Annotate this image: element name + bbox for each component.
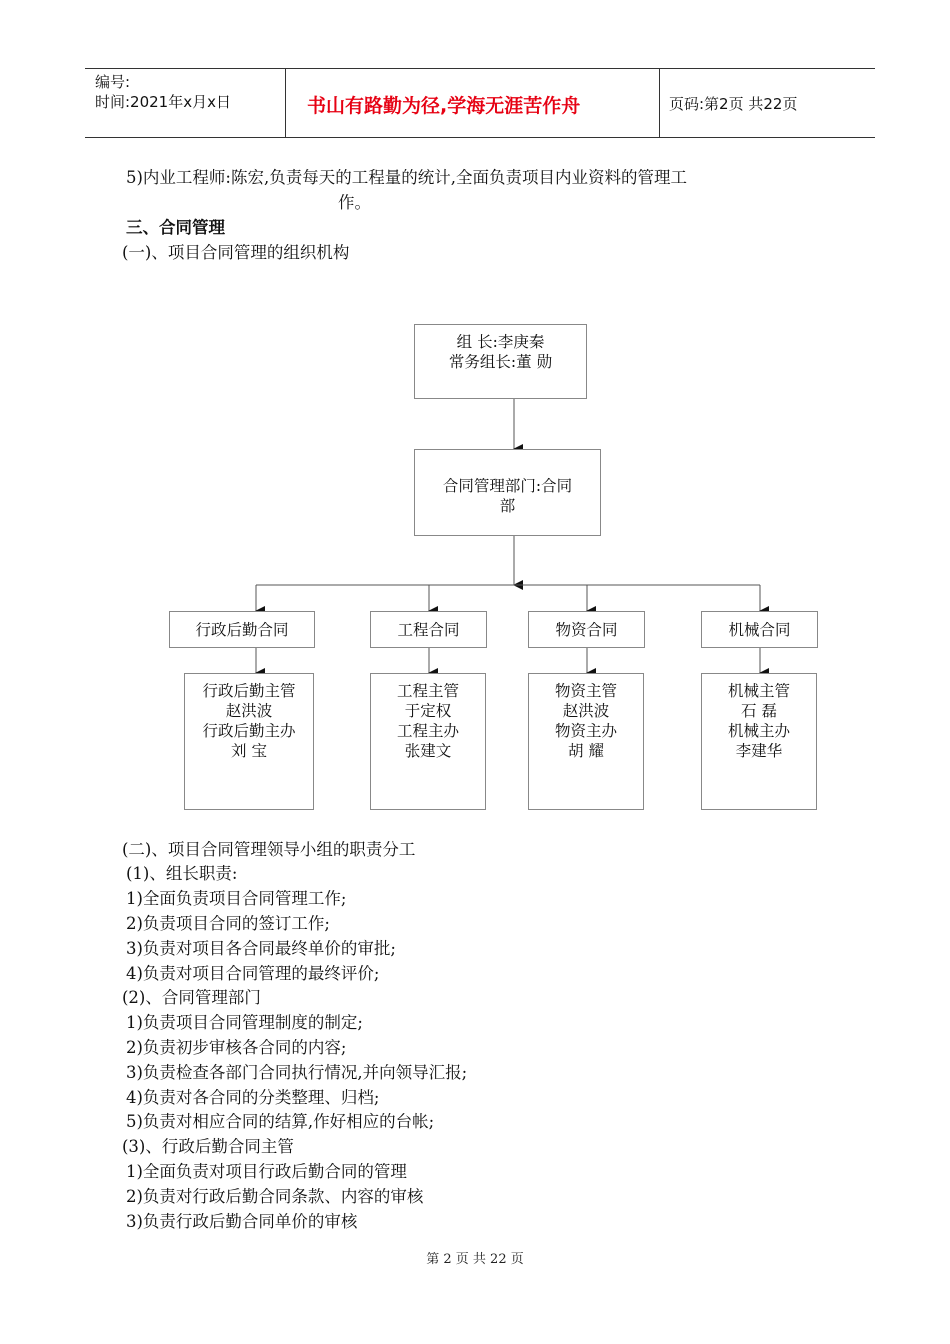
duty-line: 1)全面负责对项目行政后勤合同的管理 — [126, 1162, 407, 1181]
item5-line1: 5)内业工程师:陈宏,负责每天的工程量的统计,全面负责项目内业资料的管理工 — [126, 168, 687, 187]
org-category-engineering: 工程合同 — [370, 611, 487, 648]
staff-role: 工程主办 — [396, 722, 459, 740]
leader-line: 组 长:李庚秦 — [456, 333, 545, 351]
org-staff-materials — [528, 673, 644, 810]
duty-line: 4)负责对项目合同管理的最终评价; — [126, 964, 380, 983]
org-staff-machinery — [701, 673, 817, 810]
staff-role: 工程主管 — [396, 682, 459, 700]
staff-name: 胡 耀 — [568, 742, 604, 760]
duty-line: 3)负责行政后勤合同单价的审核 — [126, 1212, 358, 1231]
org-dept-box — [414, 449, 601, 536]
header-motto: 书山有路勤为径,学海无涯苦作舟 — [307, 95, 581, 117]
duty-line: 5)负责对相应合同的结算,作好相应的台帐; — [126, 1112, 435, 1131]
staff-name: 赵洪波 — [562, 702, 610, 720]
duty-line: (2)、合同管理部门 — [122, 988, 261, 1007]
duty-line: 1)全面负责项目合同管理工作; — [126, 889, 347, 908]
staff-role: 机械主管 — [727, 682, 790, 700]
org-leader-box — [414, 324, 587, 399]
staff-role: 物资主办 — [554, 722, 617, 740]
org-staff-engineering — [370, 673, 486, 810]
duty-line: 2)负责项目合同的签订工作; — [126, 914, 330, 933]
staff-name: 于定权 — [404, 702, 452, 720]
duty-line: 3)负责检查各部门合同执行情况,并向领导汇报; — [126, 1063, 468, 1082]
org-category-admin: 行政后勤合同 — [169, 611, 315, 648]
staff-name: 石 磊 — [741, 702, 777, 720]
duty-line: 4)负责对各合同的分类整理、归档; — [126, 1088, 380, 1107]
page-indicator: 页码:第2页 共22页 — [669, 95, 798, 113]
page-footer: 第 2 页 共 22 页 — [426, 1252, 524, 1267]
subsection2-title: (二)、项目合同管理领导小组的职责分工 — [122, 840, 416, 859]
doc-number-label: 编号: — [95, 73, 131, 91]
org-staff-admin — [184, 673, 314, 810]
dept-line2: 部 — [499, 497, 516, 515]
duty-line: 3)负责对项目各合同最终单价的审批; — [126, 939, 396, 958]
duty-line: (1)、组长职责: — [126, 864, 238, 883]
deputy-leader-line: 常务组长:董 勋 — [448, 353, 553, 371]
subsection1-title: (一)、项目合同管理的组织机构 — [122, 243, 350, 262]
staff-role: 行政后勤主管 — [202, 682, 296, 700]
staff-role: 物资主管 — [554, 682, 617, 700]
item5-line2: 作。 — [338, 193, 371, 212]
duty-line: 1)负责项目合同管理制度的制定; — [126, 1013, 363, 1032]
org-category-materials: 物资合同 — [528, 611, 645, 648]
staff-name: 赵洪波 — [225, 702, 273, 720]
staff-role: 机械主办 — [727, 722, 790, 740]
dept-line1: 合同管理部门:合同 — [442, 477, 573, 495]
doc-time-label: 时间:2021年x月x日 — [95, 93, 231, 111]
duty-line: (3)、行政后勤合同主管 — [122, 1137, 294, 1156]
staff-name: 李建华 — [735, 742, 783, 760]
org-category-machinery: 机械合同 — [701, 611, 818, 648]
duty-line: 2)负责对行政后勤合同条款、内容的审核 — [126, 1187, 424, 1206]
staff-name: 刘 宝 — [231, 742, 267, 760]
section3-title: 三、合同管理 — [126, 218, 225, 237]
staff-role: 行政后勤主办 — [202, 722, 296, 740]
duty-line: 2)负责初步审核各合同的内容; — [126, 1038, 347, 1057]
staff-name: 张建文 — [404, 742, 452, 760]
